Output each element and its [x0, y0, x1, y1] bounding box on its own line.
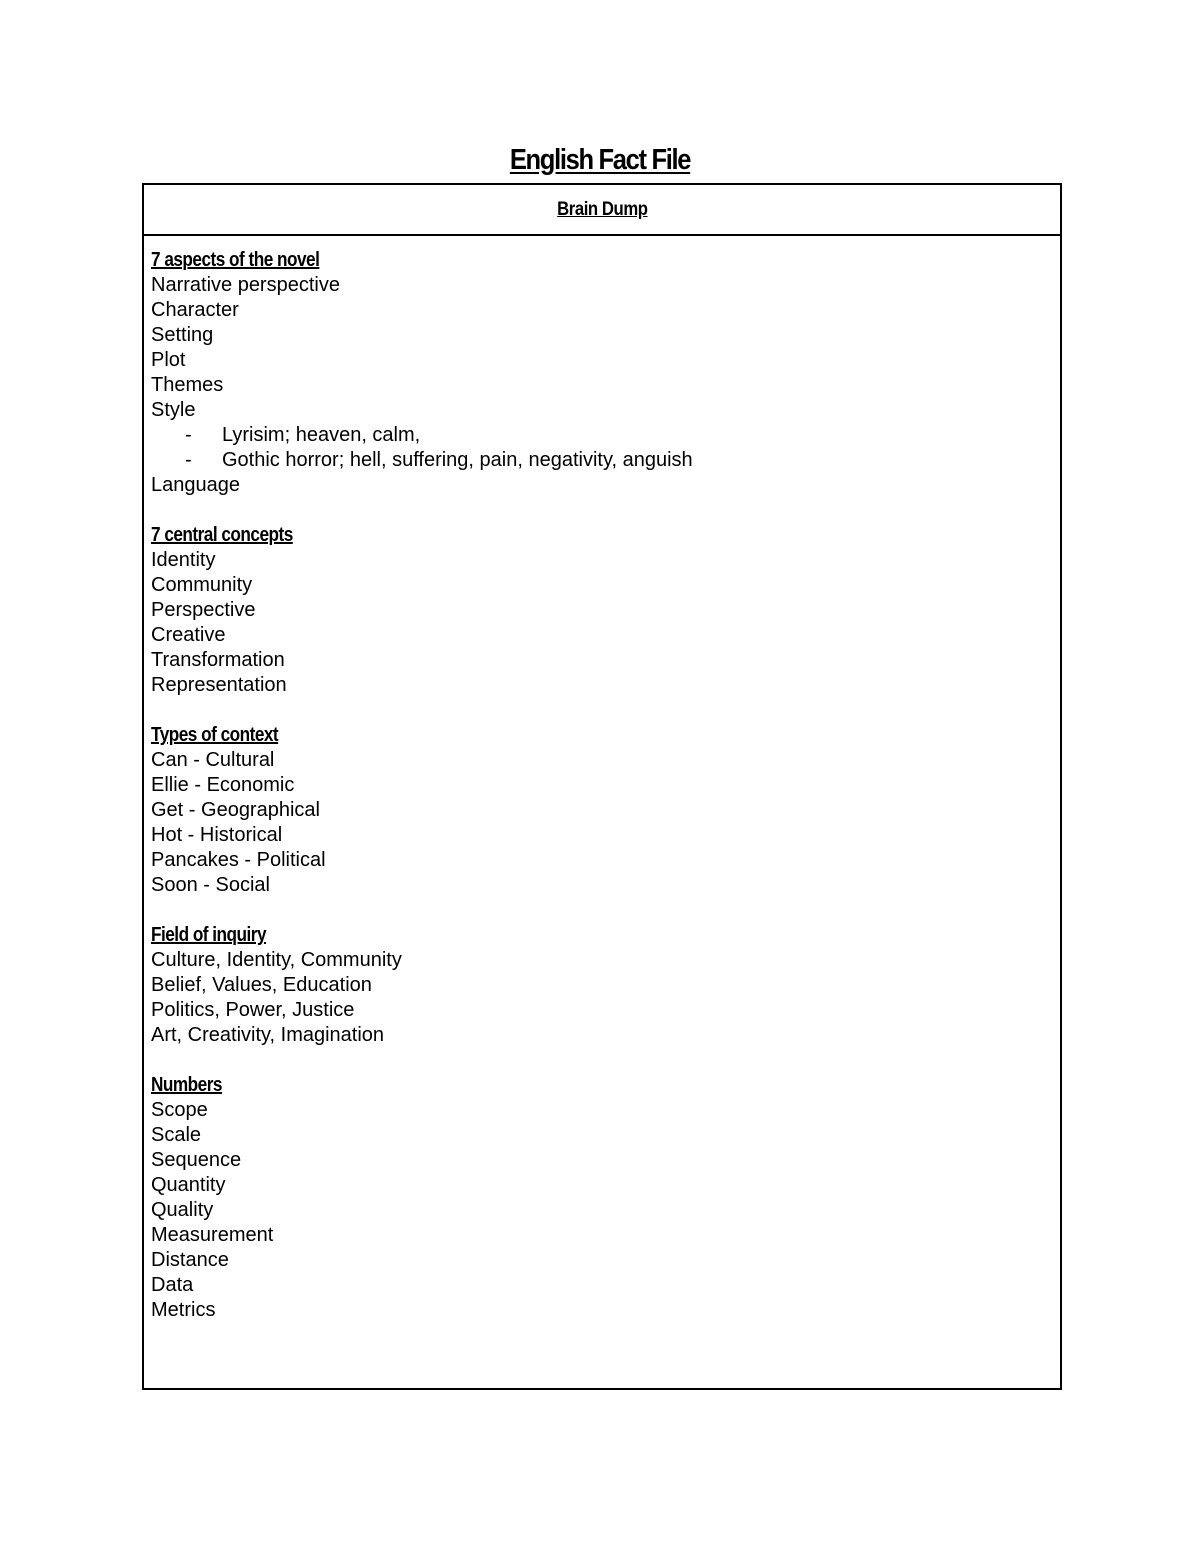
- section-heading: Field of inquiry: [151, 924, 267, 946]
- section-heading: Numbers: [151, 1074, 222, 1096]
- section-heading: 7 aspects of the novel: [151, 249, 320, 271]
- list-item: Culture, Identity, Community: [151, 949, 402, 971]
- list-item: Transformation: [151, 649, 285, 671]
- section-numbers: [151, 1073, 1060, 1323]
- list-item: Narrative perspective: [151, 274, 340, 296]
- list-item: Plot: [151, 349, 186, 371]
- list-item: Perspective: [151, 599, 256, 621]
- dash-bullet: -: [185, 449, 192, 471]
- list-item: Setting: [151, 324, 214, 346]
- list-item: Community: [151, 574, 253, 596]
- list-item: Art, Creativity, Imagination: [151, 1024, 385, 1046]
- list-item: Politics, Power, Justice: [151, 999, 355, 1021]
- list-item: Character: [151, 299, 239, 321]
- list-item: Creative: [151, 624, 226, 646]
- sub-list-item: [151, 423, 1060, 448]
- list-item: Data: [151, 1274, 194, 1296]
- list-item: Ellie - Economic: [151, 774, 295, 796]
- list-item: Measurement: [151, 1224, 274, 1246]
- list-item: Pancakes - Political: [151, 849, 326, 871]
- list-item: Can - Cultural: [151, 749, 275, 771]
- box-header: [144, 185, 1060, 236]
- list-item: Metrics: [151, 1299, 216, 1321]
- sub-list-item-text: Lyrisim; heaven, calm,: [222, 424, 421, 446]
- sub-list-item-text: Gothic horror; hell, suffering, pain, negativity, anguish: [222, 449, 693, 471]
- list-item: Distance: [151, 1249, 229, 1271]
- box-header-label: Brain Dump: [556, 198, 648, 220]
- section-aspects-of-the-novel: [151, 248, 1060, 498]
- sub-list-item: [151, 448, 1060, 473]
- list-item: Sequence: [151, 1149, 242, 1171]
- list-item: Themes: [151, 374, 224, 396]
- box-content: [144, 236, 1060, 1323]
- list-item: Representation: [151, 674, 287, 696]
- list-item: Scale: [151, 1124, 202, 1146]
- list-item: Get - Geographical: [151, 799, 320, 821]
- list-item: Soon - Social: [151, 874, 270, 896]
- list-item: Scope: [151, 1099, 208, 1121]
- list-item: Quantity: [151, 1174, 226, 1196]
- brain-dump-box: [142, 183, 1062, 1390]
- page-title: English Fact File: [509, 144, 691, 176]
- list-item: Identity: [151, 549, 216, 571]
- list-item: Hot - Historical: [151, 824, 283, 846]
- section-heading: 7 central concepts: [151, 524, 293, 546]
- list-item: Quality: [151, 1199, 214, 1221]
- section-field-of-inquiry: [151, 923, 1060, 1048]
- section-central-concepts: [151, 523, 1060, 698]
- dash-bullet: -: [185, 424, 192, 446]
- list-item: Language: [151, 474, 240, 496]
- section-types-of-context: [151, 723, 1060, 898]
- list-item: Style: [151, 399, 196, 421]
- section-heading: Types of context: [151, 724, 279, 746]
- list-item: Belief, Values, Education: [151, 974, 372, 996]
